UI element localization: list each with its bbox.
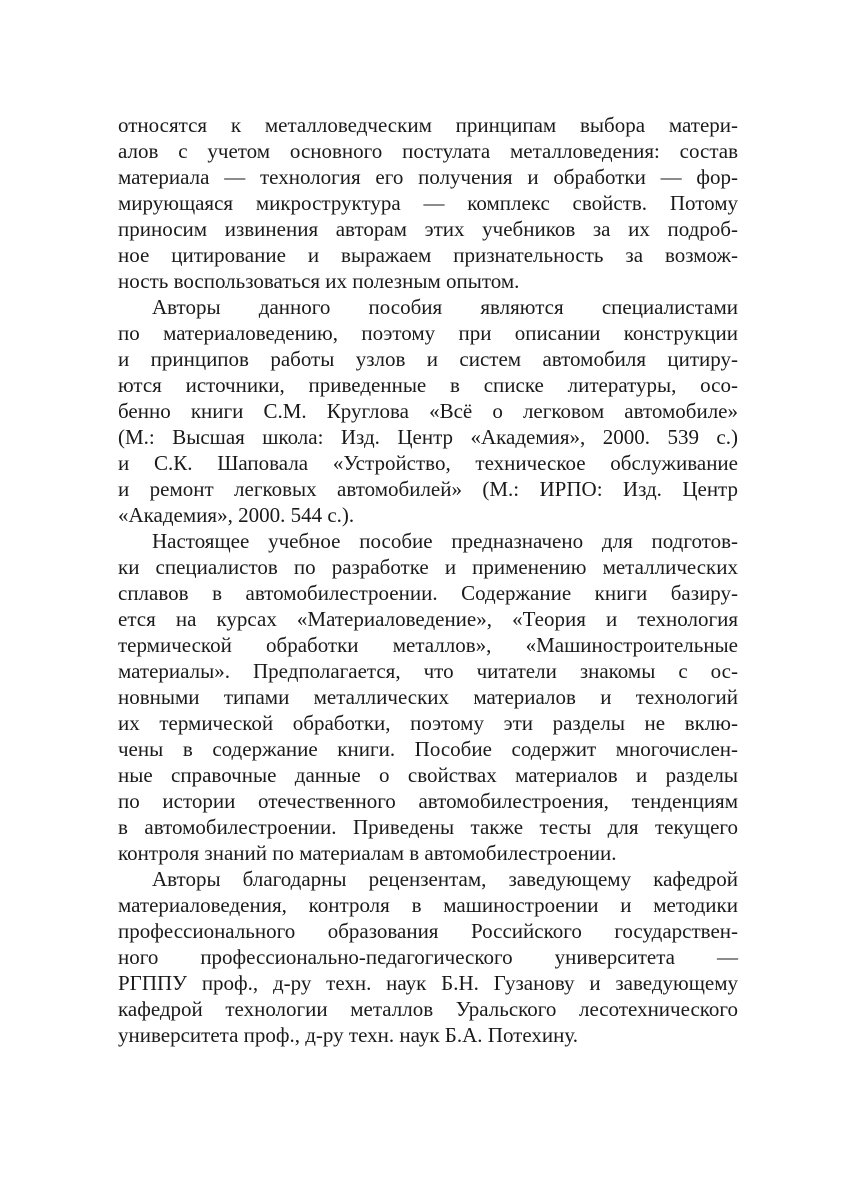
text-line: ность воспользоваться их полезным опытом. xyxy=(118,269,520,293)
text-line: ного профессионально-педагогического университета — xyxy=(118,945,738,969)
text-line: кафедрой технологии металлов Уральского лесотехнического xyxy=(118,997,738,1021)
text-line: бенно книги С.М. Круглова «Всё о легковом автомобиле» xyxy=(118,399,738,423)
paragraph xyxy=(118,112,738,294)
text-line: материаловедения, контроля в машиностроении и методики xyxy=(118,893,738,917)
text-line: ные справочные данные о свойствах материалов и разделы xyxy=(118,763,738,787)
text-line: Авторы благодарны рецензентам, заведующему кафедрой xyxy=(152,867,738,891)
text-line: сплавов в автомобилестроении. Содержание книги базиру- xyxy=(118,581,738,605)
text-line: по истории отечественного автомобилестроения, тенденциям xyxy=(118,789,738,813)
text-line: контроля знаний по материалам в автомобилестроении. xyxy=(118,841,617,865)
text-line: ки специалистов по разработке и применению металлических xyxy=(118,555,738,579)
text-line: Авторы данного пособия являются специалистами xyxy=(152,295,738,319)
text-line: алов с учетом основного постулата металловедения: состав xyxy=(118,139,738,163)
text-line: и С.К. Шаповала «Устройство, техническое обслуживание xyxy=(118,451,738,475)
text-line: Настоящее учебное пособие предназначено для подготов- xyxy=(152,529,738,553)
text-line: профессионального образования Российского государствен- xyxy=(118,919,738,943)
text-line: университета проф., д-ру техн. наук Б.А. Потехину. xyxy=(118,1023,579,1047)
document-page xyxy=(118,112,738,1048)
text-line: РГППУ проф., д-ру техн. наук Б.Н. Гузанову и заведующему xyxy=(118,971,738,995)
text-line: мирующаяся микроструктура — комплекс свойств. Потому xyxy=(118,191,738,215)
text-line: чены в содержание книги. Пособие содержит многочислен- xyxy=(118,737,738,761)
text-line: новными типами металлических материалов и технологий xyxy=(118,685,738,709)
text-line: их термической обработки, поэтому эти разделы не вклю- xyxy=(118,711,738,735)
text-line: ется на курсах «Материаловедение», «Теория и технология xyxy=(118,607,738,631)
text-line: и принципов работы узлов и систем автомобиля цитиру- xyxy=(118,347,738,371)
text-line: ются источники, приведенные в списке литературы, осо- xyxy=(118,373,738,397)
text-line: материала — технология его получения и обработки — фор- xyxy=(118,165,738,189)
paragraph xyxy=(118,294,738,528)
text-line: и ремонт легковых автомобилей» (М.: ИРПО: Изд. Центр xyxy=(118,477,738,501)
text-line: (М.: Высшая школа: Изд. Центр «Академия», 2000. 539 с.) xyxy=(118,425,738,449)
text-line: приносим извинения авторам этих учебников за их подроб- xyxy=(118,217,738,241)
text-line: ное цитирование и выражаем признательность за возмож- xyxy=(118,243,738,267)
text-line: «Академия», 2000. 544 с.). xyxy=(118,503,355,527)
text-line: относятся к металловедческим принципам выбора матери- xyxy=(118,113,738,137)
text-line: материалы». Предполагается, что читатели знакомы с ос- xyxy=(118,659,738,683)
text-line: в автомобилестроении. Приведены также тесты для текущего xyxy=(118,815,738,839)
paragraph xyxy=(118,866,738,1048)
text-line: термической обработки металлов», «Машиностроительные xyxy=(118,633,738,657)
paragraph xyxy=(118,528,738,866)
text-line: по материаловедению, поэтому при описании конструкции xyxy=(118,321,738,345)
